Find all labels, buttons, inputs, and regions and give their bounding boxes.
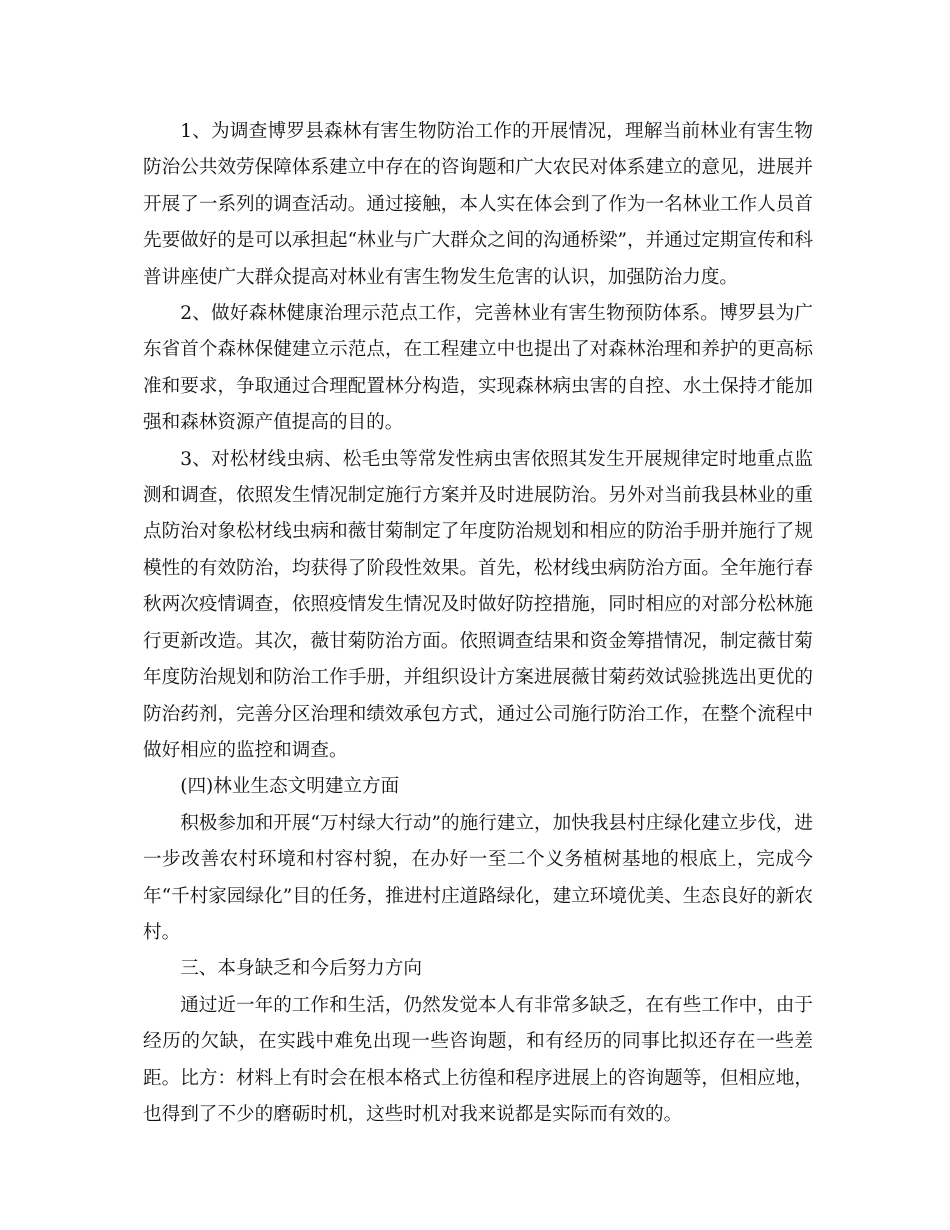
paragraph-4: 积极参加和开展“万村绿大行动”的施行建立，加快我县村庄绿化建立步伐，进一步改善农村环境和村容村貌，在办好一至二个义务植树基地的根底上，完成今年“千村家园绿化”目的任务，推进村庄道路绿化，建立环境优美、生态良好的新农村。 [143,812,813,943]
section-heading-shortcomings: 三、本身缺乏和今后努力方向 [180,958,422,980]
section-heading-ecology: (四)林业生态文明建立方面 [180,776,400,798]
paragraph-2: 2、做好森林健康治理示范点工作，完善林业有害生物预防体系。博罗县为广东省首个森林保健建立示范点，在工程建立中也提出了对森林治理和养护的更高标准和要求，争取通过合理配置林分构造，实现森林病虫害的自控、水土保持才能加强和森林资源产值提高的目的。 [143,303,813,434]
paragraph-3: 3、对松材线虫病、松毛虫等常发性病虫害依照其发生开展规律定时地重点监测和调查，依照发生情况制定施行方案并及时进展防治。另外对当前我县林业的重点防治对象松材线虫病和薇甘菊制定了年度防治规划和相应的防治手册并施行了规模性的有效防治，均获得了阶段性效果。首先，松材线虫病防治方面。全年施行春秋两次疫情调查，依照疫情发生情况及时做好防控措施，同时相应的对部分松林施行更新改造。其次，薇甘菊防治方面。依照调查结果和资金筹措情况，制定薇甘菊年度防治规划和防治工作手册，并组织设计方案进展薇甘菊药效试验挑选出更优的防治药剂，完善分区治理和绩效承包方式，通过公司施行防治工作，在整个流程中做好相应的监控和调查。 [143,448,813,761]
paragraph-1: 1、为调查博罗县森林有害生物防治工作的开展情况，理解当前林业有害生物防治公共效劳保障体系建立中存在的咨询题和广大农民对体系建立的意见，进展并开展了一系列的调查活动。通过接触，本人实在体会到了作为一名林业工作人员首先要做好的是可以承担起“林业与广大群众之间的沟通桥梁”，并通过定期宣传和科普讲座使广大群众提高对林业有害生物发生危害的认识，加强防治力度。 [143,121,813,288]
paragraph-5: 通过近一年的工作和生活，仍然发觉本人有非常多缺乏，在有些工作中，由于经历的欠缺，在实践中难免出现一些咨询题，和有经历的同事比拟还存在一些差距。比方：材料上有时会在根本格式上彷徨和程序进展上的咨询题等，但相应地，也得到了不少的磨砺时机，这些时机对我来说都是实际而有效的。 [143,994,813,1125]
document-body [143,114,813,1133]
